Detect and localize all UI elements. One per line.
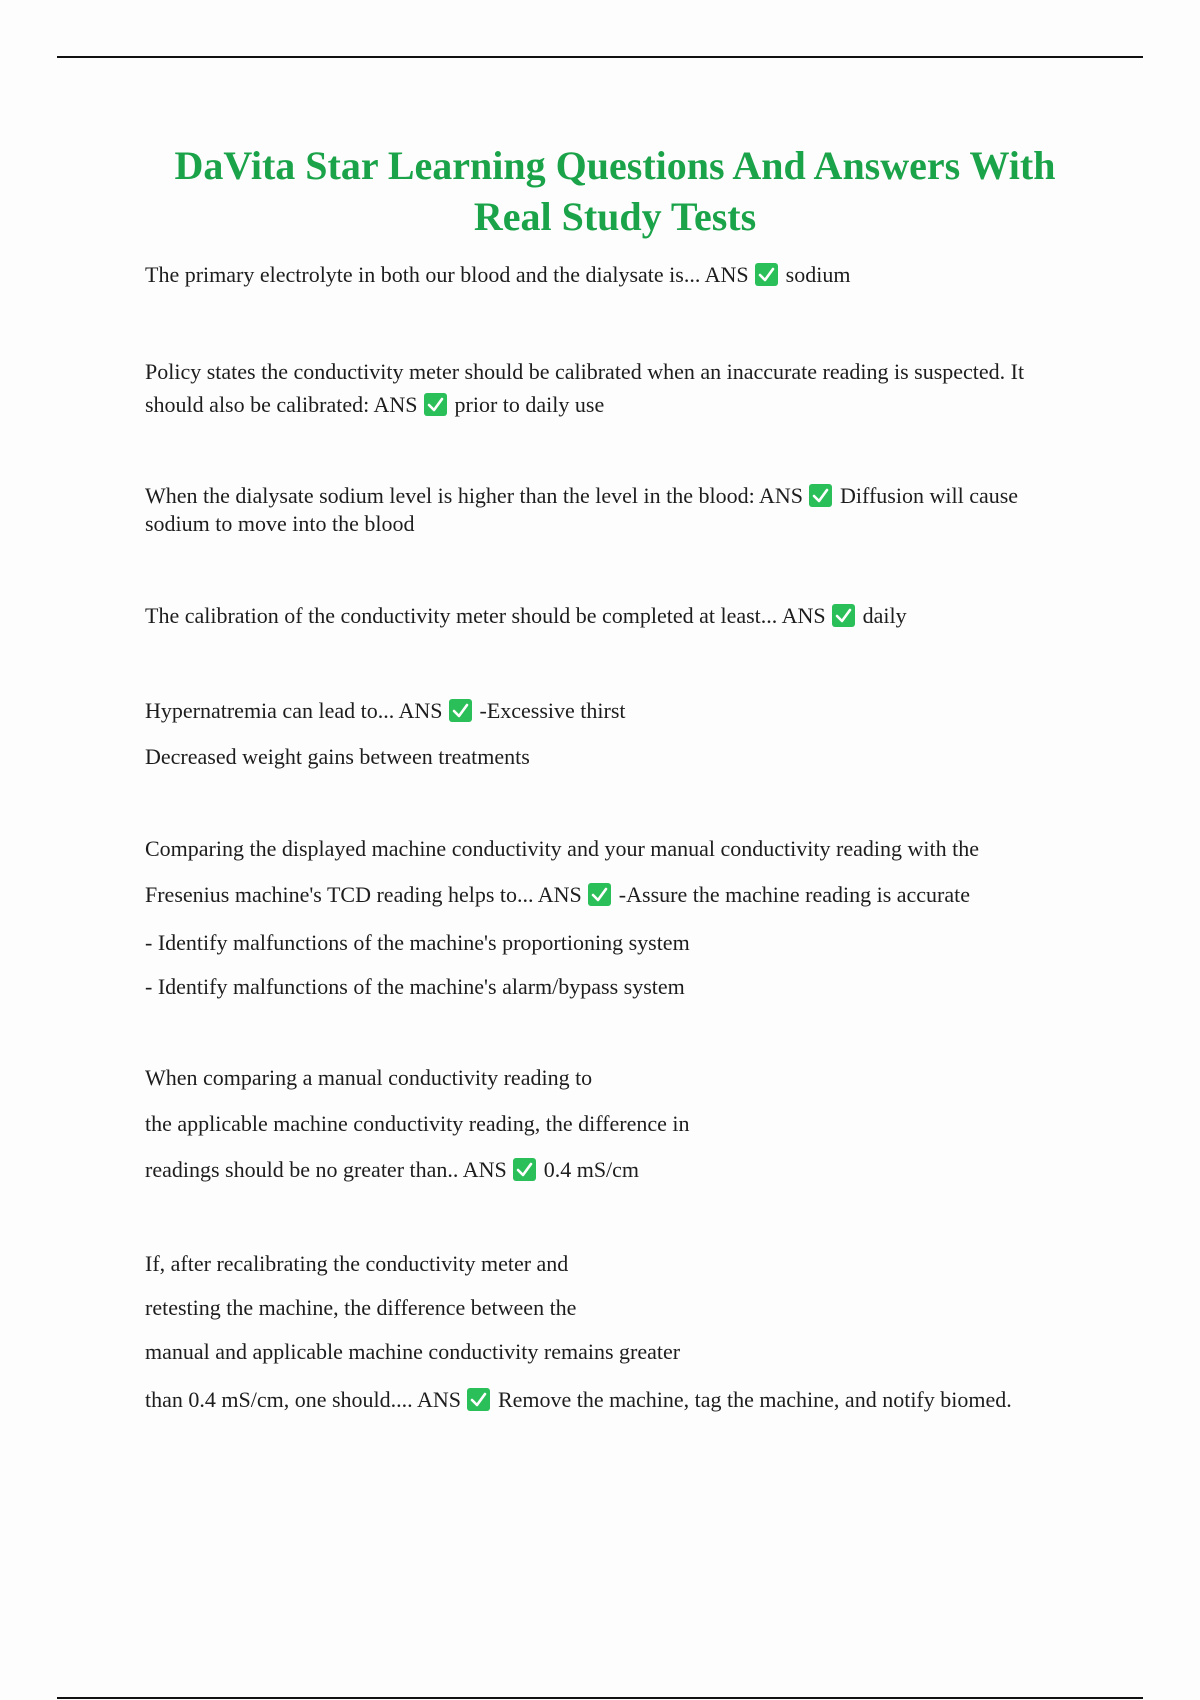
check-mark-icon <box>832 604 855 627</box>
check-mark-icon <box>809 484 832 507</box>
answer-text: -Excessive thirst <box>479 698 626 723</box>
check-mark-icon <box>467 1388 490 1411</box>
answer-text: -Assure the machine reading is accurate <box>618 882 971 907</box>
answer-text: Diffusion will cause sodium to move into the blood <box>145 483 1019 536</box>
question-text: The primary electrolyte in both our blood and the dialysate is... ANS <box>145 262 749 287</box>
check-mark-icon <box>424 393 447 416</box>
question-text: Hypernatremia can lead to... ANS <box>145 698 443 723</box>
question-line: Fresenius machine's TCD reading helps to... ANS <box>145 882 582 907</box>
question-line: retesting the machine, the difference between the <box>145 1295 577 1320</box>
bottom-rule <box>57 1697 1143 1699</box>
question-text: The calibration of the conductivity meter should be completed at least... ANS <box>145 603 826 628</box>
question-line: If, after recalibrating the conductivity meter and <box>145 1251 569 1276</box>
page-title: DaVita Star Learning Questions And Answers With Real Study Tests <box>174 143 1056 239</box>
answer-continuation: Decreased weight gains between treatments <box>145 744 530 769</box>
check-mark-icon <box>513 1158 536 1181</box>
check-mark-icon <box>588 883 611 906</box>
question-line: the applicable machine conductivity reading, the difference in <box>145 1111 690 1136</box>
check-mark-icon <box>449 699 472 722</box>
question-line: When comparing a manual conductivity reading to <box>145 1065 593 1090</box>
question-text: Policy states the conductivity meter should be calibrated when an inaccurate reading is suspected. It should also be calibrated: ANS <box>145 359 1025 417</box>
answer-continuation: - Identify malfunctions of the machine's alarm/bypass system <box>145 974 685 999</box>
question-line: Comparing the displayed machine conductivity and your manual conductivity reading with the <box>145 836 979 861</box>
answer-text: daily <box>862 603 907 628</box>
question-line: than 0.4 mS/cm, one should.... ANS <box>145 1387 461 1412</box>
answer-text: prior to daily use <box>454 392 605 417</box>
answer-continuation: - Identify malfunctions of the machine's proportioning system <box>145 930 690 955</box>
answer-text: 0.4 mS/cm <box>543 1157 640 1182</box>
answer-text: Remove the machine, tag the machine, and notify biomed. <box>497 1387 1012 1412</box>
answer-text: sodium <box>785 262 851 287</box>
question-line: readings should be no greater than.. ANS <box>145 1157 507 1182</box>
question-text: When the dialysate sodium level is higher than the level in the blood: ANS <box>145 483 804 508</box>
question-line: manual and applicable machine conductivity remains greater <box>145 1339 681 1364</box>
check-mark-icon <box>755 263 778 286</box>
top-rule <box>57 56 1143 58</box>
